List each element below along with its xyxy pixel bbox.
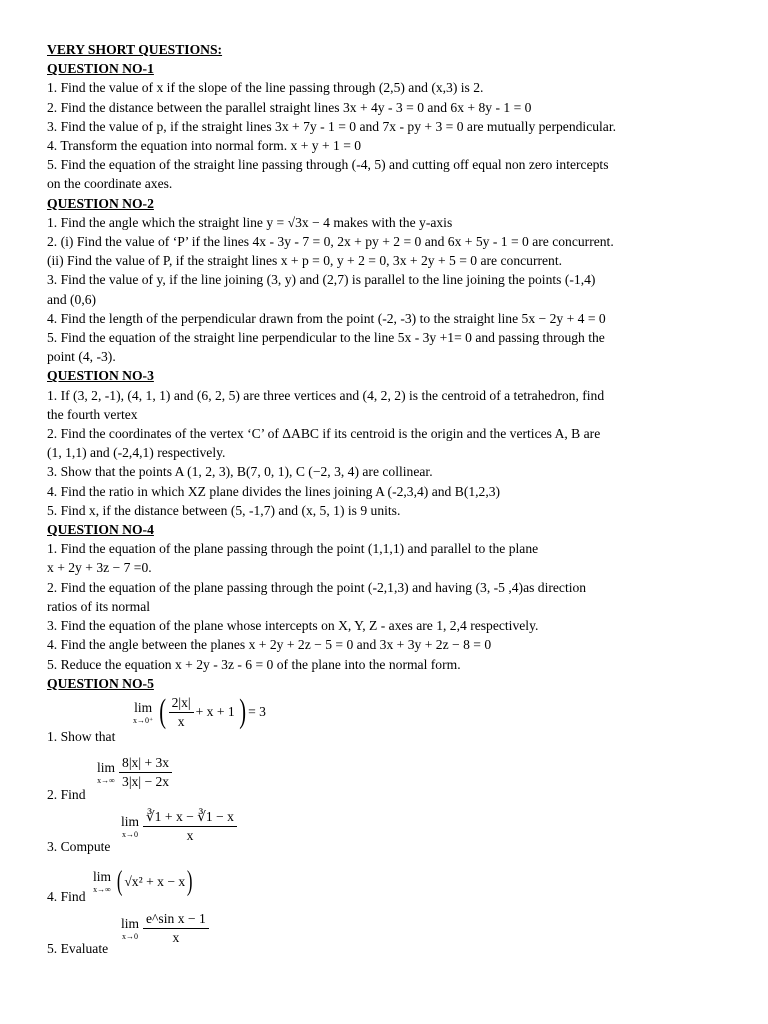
question-1-1: 1. Find the value of x if the slope of the line passing through (2,5) and (x,3) is 2.: [47, 80, 484, 96]
question-2-4: 4. Find the length of the perpendicular drawn from the point (-2, -3) to the straight line 5x − 2y + 4 = 0: [47, 310, 606, 326]
document-title: VERY SHORT QUESTIONS:: [47, 42, 223, 57]
section-heading-3: QUESTION NO-3: [47, 368, 154, 384]
section-heading-1: QUESTION NO-1: [47, 61, 154, 77]
question-1-5: 5. Find the equation of the straight line passing through (-4, 5) and cutting off equal non zero intercepts: [47, 157, 609, 173]
fraction: [119, 755, 172, 790]
question-3-4: 4. Find the ratio in which XZ plane divides the lines joining A (-2,3,4) and B(1,2,3): [47, 483, 501, 499]
question-2-5: 5. Find the equation of the straight line perpendicular to the line 5x - 3y +1= 0 and passing through the: [47, 330, 605, 346]
question-3-1: 1. If (3, 2, -1), (4, 1, 1) and (6, 2, 5) are three vertices and (4, 2, 2) is the centroid of a tetrahedron, find: [47, 387, 605, 403]
sqrt-expression: √x² + x − x: [124, 873, 186, 889]
lim-subscript: x→0: [122, 829, 138, 839]
question-1-2: 2. Find the distance between the parallel straight lines 3x + 4y - 3 = 0 and 6x + 8y - 1 = 0: [47, 99, 532, 115]
question-4-2: 2. Find the equation of the plane passing through the point (-2,1,3) and having (3, -5 ,4)as direction: [47, 579, 587, 595]
question-5-3-label: 3. Compute: [47, 838, 111, 854]
question-1-3: 3. Find the value of p, if the straight lines 3x + 7y - 1 = 0 and 7x - py + 3 = 0 are mutually perpendicular.: [47, 118, 617, 134]
question-4-5: 5. Reduce the equation x + 2y - 3z - 6 = 0 of the plane into the normal form.: [47, 656, 461, 672]
denominator: x: [177, 713, 185, 729]
question-2-1: 1. Find the angle which the straight line y = √3x − 4 makes with the y-axis: [47, 214, 453, 230]
question-3-2: 2. Find the coordinates of the vertex ‘C’ of ΔABC if its centroid is the origin and the vertices A, B are: [47, 426, 601, 442]
numerator: 8|x| + 3x: [119, 755, 172, 773]
right-paren: ): [187, 865, 193, 897]
limit-expression-5: [121, 911, 209, 946]
document-page: [47, 40, 727, 961]
question-5-5-label: 5. Evaluate: [47, 940, 109, 956]
question-5-2-label: 2. Find: [47, 786, 86, 802]
lim-subscript: x→∞: [97, 775, 115, 785]
question-2-2i: 2. (i) Find the value of ‘P’ if the lines 4x - 3y - 7 = 0, 2x + py + 2 = 0 and 6x + 5y - 1 = 0 are concurrent.: [47, 234, 614, 250]
numerator: 2|x|: [169, 695, 194, 713]
question-5-4: [47, 859, 727, 909]
numerator: ∛1 + x − ∛1 − x: [143, 809, 237, 827]
lim-word: lim: [93, 869, 112, 885]
question-2-3: 3. Find the value of y, if the line joining (3, y) and (2,7) is parallel to the line joining the points (-1,4): [47, 272, 596, 288]
left-paren: (: [116, 865, 123, 897]
denominator: x: [172, 929, 180, 945]
lim-word: lim: [121, 915, 140, 931]
question-4-4: 4. Find the angle between the planes x + 2y + 2z − 5 = 0 and 3x + 3y + 2z − 8 = 0: [47, 637, 492, 653]
equals-value: = 3: [248, 704, 266, 720]
question-5-5: [47, 909, 727, 961]
question-3-1-cont: the fourth vertex: [47, 406, 138, 422]
section-heading-4: QUESTION NO-4: [47, 522, 154, 538]
question-4-3: 3. Find the equation of the plane whose intercepts on X, Y, Z - axes are 1, 2,4 respectively.: [47, 618, 539, 634]
lim-subscript: x→0: [122, 931, 138, 941]
question-3-5: 5. Find x, if the distance between (5, -1,7) and (x, 5, 1) is 9 units.: [47, 502, 401, 518]
question-2-3-cont: and (0,6): [47, 291, 97, 307]
lim-subscript: x→∞: [93, 885, 111, 895]
question-4-2-cont: ratios of its normal: [47, 598, 151, 614]
question-1-5-cont: on the coordinate axes.: [47, 176, 173, 192]
lim-word: lim: [97, 759, 116, 775]
fraction: [143, 809, 237, 844]
question-5-4-label: 4. Find: [47, 888, 86, 904]
limit-expression-3: [121, 809, 237, 844]
question-1-4: 4. Transform the equation into normal form. x + y + 1 = 0: [47, 138, 362, 154]
lim-word: lim: [121, 813, 140, 829]
expression-rest: + x + 1: [195, 704, 235, 720]
numerator: e^sin x − 1: [143, 911, 209, 929]
limit-expression-2: [97, 755, 172, 790]
section-heading-2: QUESTION NO-2: [47, 195, 154, 211]
question-3-2-cont: (1, 1,1) and (-2,4,1) respectively.: [47, 445, 226, 461]
question-5-2: [47, 749, 727, 807]
question-2-2ii: (ii) Find the value of P, if the straight lines x + p = 0, y + 2 = 0, 3x + 2y + 5 = 0 are concurrent.: [47, 253, 563, 269]
limit-expression-1: [133, 695, 266, 730]
section-heading-5: QUESTION NO-5: [47, 675, 154, 691]
lim-subscript: x→0⁺: [133, 715, 154, 725]
question-4-1: 1. Find the equation of the plane passing through the point (1,1,1) and parallel to the plane: [47, 541, 539, 557]
question-3-3: 3. Show that the points A (1, 2, 3), B(7, 0, 1), C (−2, 3, 4) are collinear.: [47, 464, 433, 480]
denominator: x: [186, 827, 194, 843]
question-5-3: [47, 807, 727, 859]
question-2-5-cont: point (4, -3).: [47, 349, 116, 365]
denominator: 3|x| − 2x: [122, 773, 170, 789]
limit-expression-4: [93, 865, 195, 899]
right-paren: ): [239, 693, 246, 731]
fraction: [143, 911, 209, 946]
question-5-1-label: 1. Show that: [47, 728, 116, 744]
lim-word: lim: [134, 699, 153, 715]
left-paren: (: [159, 693, 167, 731]
question-5-1: [47, 693, 727, 749]
question-4-1-cont: x + 2y + 3z − 7 =0.: [47, 560, 152, 576]
fraction: [169, 695, 194, 730]
